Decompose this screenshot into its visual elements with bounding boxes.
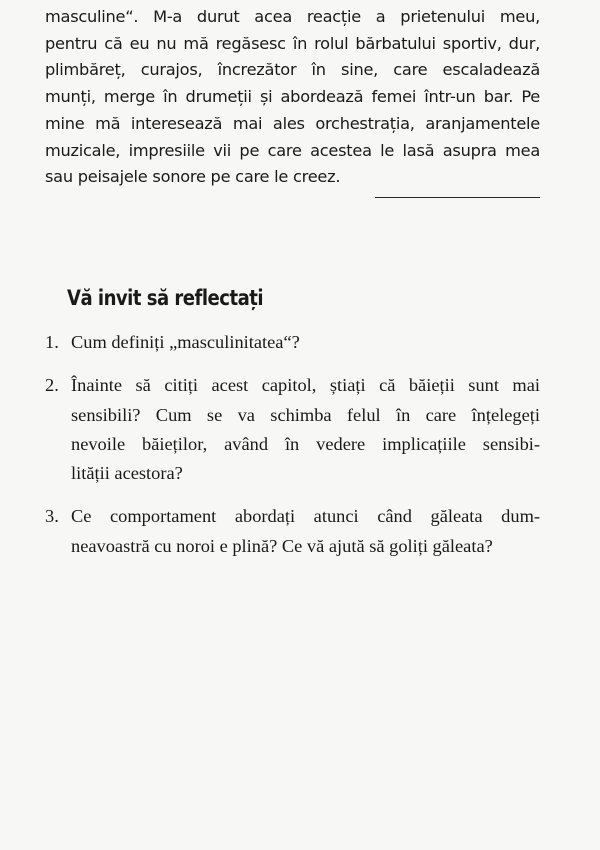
question-line: neavoastră cu noroi e plină? Ce vă ajută să goliți găleata?: [71, 535, 493, 556]
section-divider: [375, 197, 540, 198]
paragraph-line: plimbăreț, curajos, încrezător în sine, care escaladează: [45, 60, 540, 80]
question-item: [45, 328, 540, 357]
question-item: [45, 371, 540, 488]
paragraph-line: mine mă interesează mai ales orchestrația, aranjamentele: [45, 113, 540, 133]
question-line: sensibili? Cum se va schimba felul în care înțelegeți: [71, 404, 540, 425]
section-heading: Vă invit să reflectați: [67, 286, 264, 310]
paragraph-line: pentru că eu nu mă regăsesc în rolul bărbatului sportiv, dur,: [45, 33, 540, 53]
paragraph-line: munți, merge în drumeții și abordează femei într-un bar. Pe: [45, 87, 540, 107]
paragraph-line: masculine“. M-a durut acea reacție a prietenului meu,: [45, 7, 540, 26]
question-number: 2.: [45, 375, 59, 396]
question-item: [45, 502, 540, 561]
question-number: 1.: [45, 332, 59, 352]
question-line: Cum definiți „masculinitatea“?: [71, 332, 300, 352]
question-line: Înainte să citiți acest capitol, știați că băieții sunt mai: [71, 375, 540, 396]
question-list: [45, 328, 540, 575]
body-paragraph: [45, 4, 540, 191]
question-line: nevoile băieților, având în vedere implicațiile sensibi-: [71, 433, 540, 454]
paragraph-line: sau peisajele sonore pe care le creez.: [45, 167, 341, 187]
question-line: lității acestora?: [71, 463, 183, 484]
question-number: 3.: [45, 506, 59, 527]
question-line: Ce comportament abordați atunci când găleata dum-: [71, 506, 540, 527]
paragraph-line: muzicale, impresiile vii pe care acestea le lasă asupra mea: [45, 140, 540, 160]
